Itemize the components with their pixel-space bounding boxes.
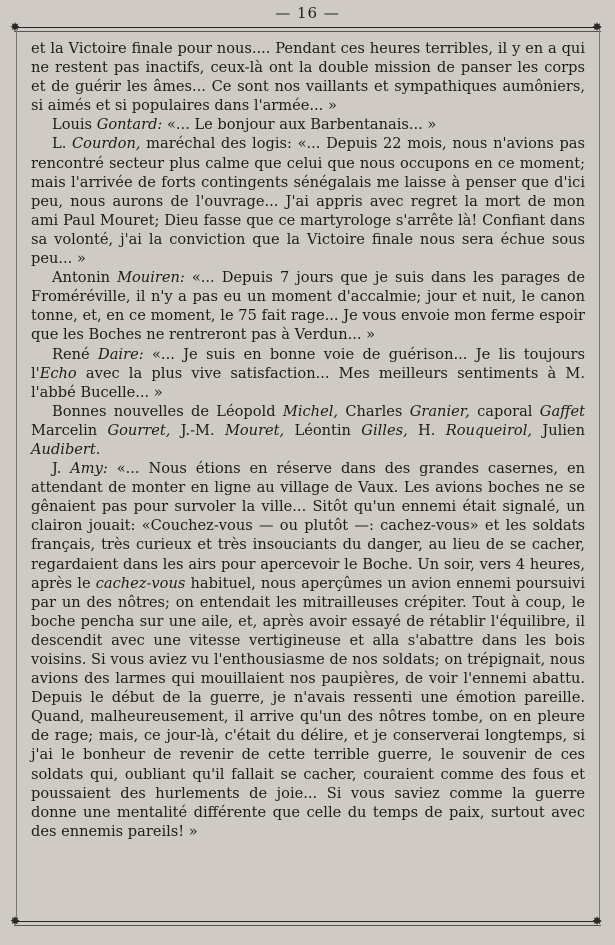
- page-number: — 16 —: [275, 4, 340, 22]
- text-run: J.: [52, 460, 71, 478]
- paragraph: [31, 345, 585, 402]
- text-run: maréchal des logis: «... Depuis 22 mois, nous n'avions pas rencontré secteur plus calme que celui que nous occupons en ce moment; mais l'arrivée de forts contingents sénégalais me laisse à penser que d'ici peu, nous aurons de l'ouvrage... J'ai appris avec regret la mort de mon ami Paul Mouret; Dieu fasse que ce martyrologe s'arrête là! Confiant dans sa volonté, j'ai la conviction que la Victoire finale nous sera échue sous peu... »: [31, 135, 585, 268]
- text-run: Léontin: [284, 421, 362, 439]
- paragraph: [31, 402, 585, 459]
- italic-name: Gourret,: [107, 421, 171, 439]
- bottom-rule-thin: [14, 925, 601, 926]
- italic-name: Amy:: [70, 460, 108, 478]
- paragraph: [31, 39, 585, 115]
- italic-name: Courdon,: [72, 135, 141, 153]
- text-run: et la Victoire finale pour nous.... Pendant ces heures terribles, il y en a qui ne restent pas inactifs, ceux-là ont la double mission de panser les corps et de guérir les âmes... Ce sont nos vaillants et sympathiques aumôniers, si aimés et si populaires dans l'armée... »: [31, 40, 585, 115]
- article-body: [31, 39, 585, 841]
- text-run: «... Le bonjour aux Barbentanais... »: [162, 116, 437, 134]
- top-rule-thin: [14, 31, 601, 32]
- bottom-rule: [14, 921, 601, 922]
- text-run: J.-M.: [170, 421, 225, 439]
- corner-ornament-icon: ✸: [10, 20, 21, 34]
- italic-name: Michel,: [282, 402, 339, 420]
- text-run: Antonin: [52, 269, 118, 287]
- italic-name: Rouqueirol,: [445, 421, 533, 439]
- text-run: avec la plus vive satisfaction... Mes meilleurs sentiments à M. l'abbé Bucelle... »: [31, 364, 585, 401]
- top-rule: [14, 27, 601, 28]
- text-run: Julien: [532, 421, 585, 439]
- paragraph: [31, 268, 585, 344]
- italic-name: Mouret,: [224, 421, 285, 439]
- text-run: Louis: [52, 116, 97, 134]
- italic-name: Daire:: [98, 345, 144, 363]
- italic-name: Echo: [39, 364, 77, 382]
- text-run: Bonnes nouvelles de Léopold: [52, 402, 283, 420]
- corner-ornament-icon: ✸: [592, 914, 603, 928]
- text-run: René: [52, 345, 99, 363]
- corner-ornament-icon: ✸: [10, 914, 21, 928]
- text-run: L.: [52, 135, 72, 153]
- italic-name: Granier,: [409, 402, 470, 420]
- right-border: [599, 30, 600, 924]
- italic-name: Gaffet: [539, 402, 585, 420]
- text-run: Marcelin: [31, 421, 108, 439]
- text-run: «... Je suis en bonne voie de guérison... Je lis toujours l': [31, 345, 585, 382]
- text-run: «... Depuis 7 jours que je suis dans les parages de Froméréville, il n'y a pas eu un moment d'accalmie; jour et nuit, le canon tonne, et, en ce moment, le 75 fait rage... Je vous envoie mon ferme espoir que les Boches ne rentreront pas à Verdun... »: [31, 269, 585, 344]
- italic-name: Gilles,: [361, 421, 408, 439]
- italic-name: cachez-vous: [95, 574, 186, 592]
- italic-name: Gontard:: [96, 116, 163, 134]
- left-border: [16, 30, 17, 924]
- text-run: habituel, nous aperçûmes un avion ennemi poursuivi par un des nôtres; on entendait les mitrailleuses crépiter. Tout à coup, le boche pencha sur une aile, et, après avoir essayé de rétablir l'équilibre, il descendit avec une vitesse vertigineuse et alla s'abattre dans les bois voisins. Si vous aviez vu l'enthousiasme de nos soldats; on trépignait, nous avions des larmes qui mouillaient nos paupières, de voir l'ennemi abattu. Depuis le début de la guerre, je n'avais ressenti une émotion pareille. Quand, malheureusement, il arrive qu'un des nôtres tombe, on en pleure de rage; mais, ce jour-là, c'était du délire, et je conserverai longtemps, si j'ai le bonheur de revenir de cette terrible guerre, le souvenir de ces soldats qui, oubliant qu'il fallait se cacher, couraient comme des fous et poussaient des hurlements de joie... Si vous saviez comme la guerre donne une mentalité différente que celle du temps de paix, surtout avec des ennemis pareils! »: [31, 574, 585, 840]
- italic-name: Audibert.: [31, 440, 101, 458]
- text-run: caporal: [469, 402, 540, 420]
- text-run: Charles: [338, 402, 410, 420]
- text-run: «... Nous étions en réserve dans des grandes casernes, en attendant de monter en ligne au village de Vaux. Les avions boches ne se gênaient pas pour survoler la ville... Sitôt qu'un ennemi était signalé, un clairon jouait: «Couchez-vous — ou plutôt —: cachez-vous» et les soldats français, très curieux et très insouciants du danger, au lieu de se cacher, regardaient dans les airs pour apercevoir le Boche. Un soir, vers 4 heures, après le: [31, 460, 585, 592]
- paragraph: [31, 134, 585, 268]
- italic-name: Mouiren:: [117, 269, 185, 287]
- corner-ornament-icon: ✸: [592, 20, 603, 34]
- paragraph: [31, 115, 585, 134]
- paragraph: [31, 459, 585, 841]
- text-run: H.: [407, 421, 446, 439]
